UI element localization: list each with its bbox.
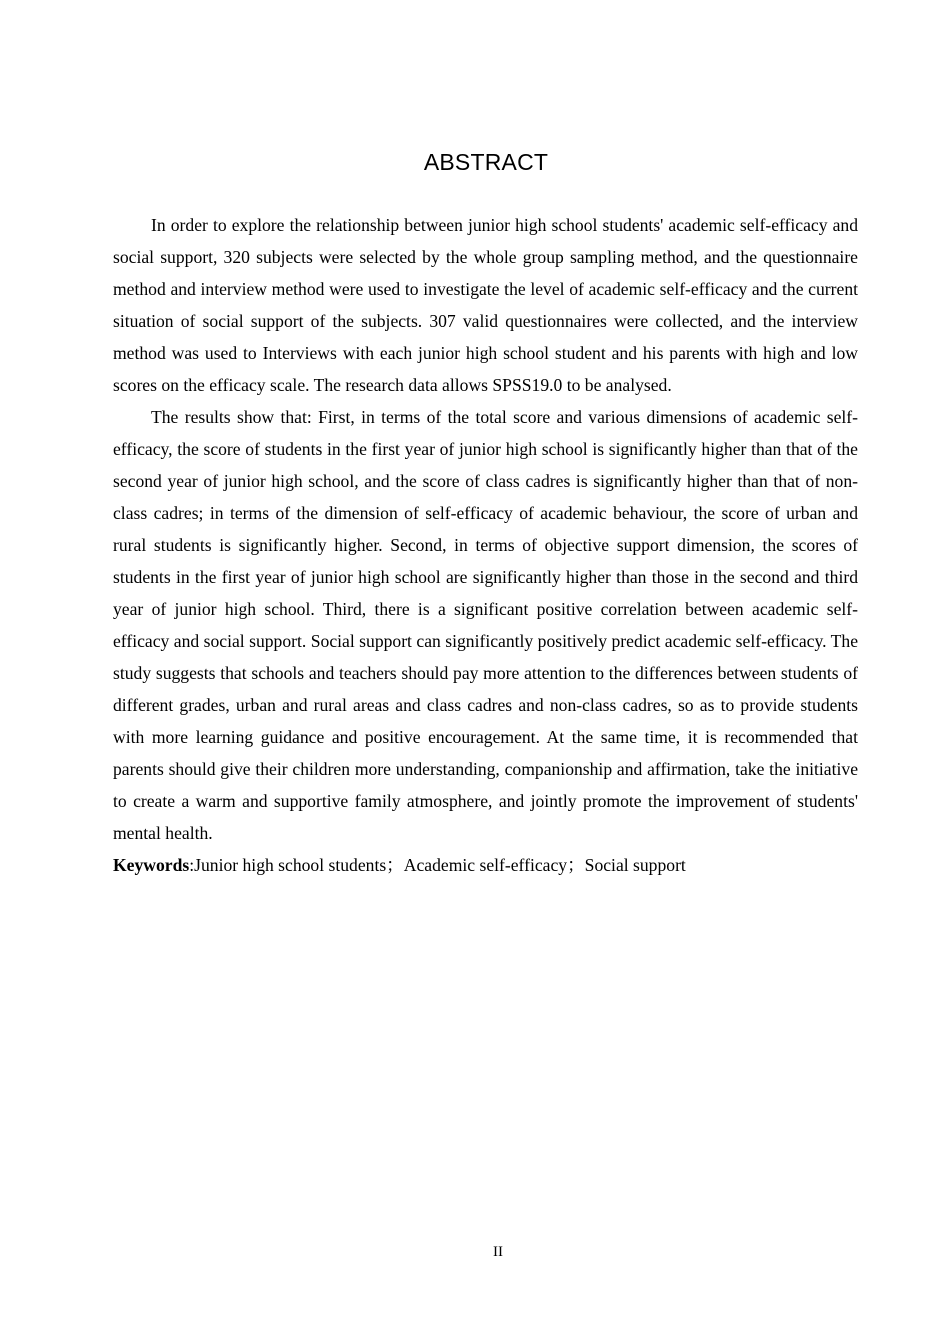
page-number: II bbox=[493, 1244, 503, 1260]
abstract-body bbox=[113, 209, 858, 881]
abstract-paragraph-1: In order to explore the relationship between junior high school students' academic self-efficacy and social support, 320 subjects were selected by the whole group sampling method, and the questionnaire method and interview method were used to investigate the level of academic self-efficacy and the current situation of social support of the subjects. 307 valid questionnaires were collected, and the interview method was used to Interviews with each junior high school student and his parents with high and low scores on the efficacy scale. The research data allows SPSS19.0 to be analysed. bbox=[113, 215, 858, 395]
keywords-label: Keywords bbox=[113, 855, 190, 875]
keywords-text: :Junior high school students；Academic self-efficacy；Social support bbox=[189, 855, 686, 875]
abstract-paragraph-2: The results show that: First, in terms of the total score and various dimensions of academic self-efficacy, the score of students in the first year of junior high school is significantly higher than that of the second year of junior high school, and the score of class cadres is significantly higher than that of non-class cadres; in terms of the dimension of self-efficacy of academic behaviour, the score of urban and rural students is significantly higher. Second, in terms of objective support dimension, the scores of students in the first year of junior high school are significantly higher than those in the second and third year of junior high school. Third, there is a significant positive correlation between academic self-efficacy and social support. Social support can significantly positively predict academic self-efficacy. The study suggests that schools and teachers should pay more attention to the differences between students of different grades, urban and rural areas and class cadres and non-class cadres, so as to provide students with more learning guidance and positive encouragement. At the same time, it is recommended that parents should give their children more understanding, companionship and affirmation, take the initiative to create a warm and supportive family atmosphere, and jointly promote the improvement of students' mental health. bbox=[113, 407, 858, 843]
abstract-title: ABSTRACT bbox=[423, 149, 549, 175]
keywords-line bbox=[113, 849, 858, 881]
